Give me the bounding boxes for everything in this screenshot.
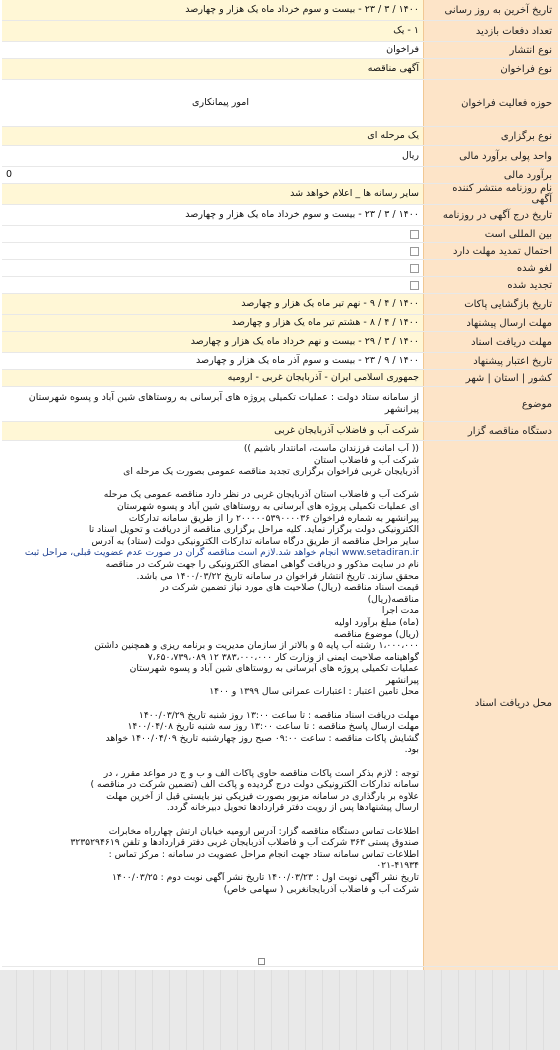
doc-line: (ریال) موضوع مناقصه [334,628,419,640]
doc-line: اطلاعات تماس سامانه ستاد جهت انجام مراحل عضویت در سامانه : مرکز تماس : [108,848,419,860]
doc-line: علاوه بر بارگذاری در سامانه مزبور بصورت فیزیکی نیز بایستی قبل از آخرین مهلت [106,790,419,802]
row-call-type [2,59,558,80]
doc-line: ارسال پیشنهادها پس از رویت دفتر قراردادها تحویل دبیرخانه گردد. [166,802,419,814]
doc-line: قیمت اسناد مناقصه (ریال) صلاحیت های مورد نیاز تضمین شرکت در [160,582,419,594]
doc-line [6,756,419,768]
value [2,167,423,183]
doc-line: سایر مراحل مناقصه از طریق درگاه سامانه تدارکات الکترونیکی دولت (ستاد) به آدرس [91,535,419,547]
small-square-icon [258,958,265,965]
value: ۱۴۰۰ / ۳ / ۲۹ - بیست و نهم خرداد ماه یک هزار و چهارصد [2,332,423,352]
label: بین المللی است [423,226,558,242]
label: نوع برگزاری [423,127,558,145]
value: فراخوان [386,44,419,55]
row-organizer [2,422,558,441]
value [2,226,423,242]
details-table [2,0,558,1021]
row-newspaper [2,184,558,205]
label: مهلت دریافت اسناد [423,332,558,352]
value: شرکت آب و فاضلاب آذربایجان غربی [2,422,423,440]
doc-line [6,698,419,710]
doc-line: مدت اجرا [381,605,419,617]
doc-line: (ماه) مبلغ برآورد اولیه [334,616,419,628]
doc-line [6,814,419,826]
label: نوع انتشار [423,42,558,58]
value: ۱۴۰۰ / ۳ / ۲۳ - بیست و سوم خرداد ماه یک هزار و چهارصد [2,0,423,20]
activity-text: امور پیمانکاری [192,97,249,108]
extension-checkbox [410,247,419,256]
label: موضوع [423,387,558,421]
value: سایر رسانه ها _ اعلام خواهد شد [2,184,423,204]
label: مهلت ارسال پیشنهاد [423,315,558,331]
value: آگهی مناقصه [2,59,423,79]
value [2,80,423,126]
label: واحد پولی برآورد مالی [423,146,558,166]
value: ۱۴۰۰ / ۳ / ۲۳ - بیست و سوم خرداد ماه یک هزار و چهارصد [185,209,419,220]
row-validity [2,353,558,370]
row-visits [2,21,558,42]
doc-line: سامانه تدارکات الکترونیکی دولت درج گردیده و پاکت الف (تضمین شرکت در مناقصه ) [90,779,419,791]
doc-line: گواهینامه صلاحیت ایمنی از وزارت کار ۳۸۳،۰۰۰،۰۰۰ ۱۲ ۷،۶۵۰،۷۳۹،۰۸۹ [147,651,419,663]
row-opening-date [2,294,558,315]
doc-line: مهلت ارسال پاسخ مناقصه : تا ساعت ۱۳:۰۰ روز سه شنبه تاریخ ۱۴۰۰/۰۴/۰۸ [127,721,419,733]
doc-line: پیرانشهر [385,674,419,686]
estimate-text: 0 [6,169,13,180]
row-cancelled [2,260,558,277]
page-footer-background [0,970,560,1050]
label: کشور | استان | شهر [423,370,558,386]
value: از سامانه ستاد دولت : عملیات تکمیلی پروژه های آبرسانی به روستاهای شین آباد و پسوه شهرستان پیرانشهر [28,392,419,415]
doc-line: مناقصه(ریال) [367,593,419,605]
label: لغو شده [423,260,558,276]
row-doc-receive [2,441,558,967]
value [2,260,423,276]
doc-line: ۰۲۱-۴۱۹۳۴ [376,860,419,872]
doc-line: شرکت آب و فاضلاب آذربایجانغربی ( سهامی خاص) [223,883,419,895]
cancelled-checkbox [410,264,419,273]
label: تاریخ آخرین به روز رسانی [423,0,558,20]
row-extension [2,243,558,260]
doc-line: اطلاعات تماس دستگاه مناقصه گزار: آدرس ارومیه خیابان ارتش چهارراه مخابرات [108,825,419,837]
label: نام روزنامه منتشر کننده آگهی [423,184,558,204]
value: یک مرحله ای [2,127,423,145]
value [2,277,423,293]
doc-receive-text [2,441,423,897]
row-estimate [2,167,558,184]
doc-line: پیرانشهر به شماره فراخوان ۲۰۰۰۰۰۵۳۹۰۰۰۰۳۶ را از طریق سامانه تدارکات [128,512,419,524]
doc-line: توجه : لازم بذکر است پاکات مناقصه حاوی پاکات الف و ب و ج در مواعد مقرر ، در [103,767,419,779]
label: تعداد دفعات بازدید [423,21,558,41]
doc-line: ای عملیات تکمیلی پروژه های آبرسانی به روستاهای شین آباد و پسوه شهرستان [117,500,419,512]
doc-line: تاریخ نشر آگهی نوبت اول : ۱۴۰۰/۰۳/۲۳ تاریخ نشر آگهی نوبت دوم : ۱۴۰۰/۰۳/۲۵ [112,871,419,883]
row-location [2,370,558,387]
label: حوزه فعالیت فراخوان [423,80,558,126]
doc-line: نام در سایت مذکور و دریافت گواهی امضای الکترونیکی را جهت شرکت در مناقصه [105,558,419,570]
value: ۱۴۰۰ / ۴ / ۹ - نهم تیر ماه یک هزار و چهارصد [2,294,423,314]
label: دستگاه مناقصه گزار [423,422,558,440]
doc-line: شرکت آب و فاضلاب استان [313,454,419,466]
row-last-update [2,0,558,21]
row-currency [2,146,558,167]
value: ۱۴۰۰ / ۴ / ۸ - هشتم تیر ماه یک هزار و چهارصد [2,315,423,331]
doc-line: (( آب امانت فرزندان ماست، امانتدار باشیم )) [243,443,419,454]
renewed-checkbox [410,281,419,290]
value: ریال [401,150,419,161]
label: تاریخ درج آگهی در روزنامه [423,205,558,225]
doc-line: آذربایجان غربی فراخوان برگزاری تجدید مناقصه عمومی بصورت یک مرحله ای [123,466,419,478]
row-doc-deadline [2,332,558,353]
doc-line: ۱،۰۰۰،۰۰۰ رشته آب پایه ۵ و بالاتر از سازمان مدیریت و برنامه ریزی و همچنین داشتن [94,640,419,652]
label: برآورد مالی [423,167,558,183]
row-newspaper-date [2,205,558,226]
international-checkbox [410,230,419,239]
value [2,243,423,259]
doc-line: محل تامین اعتبار : اعتبارات عمرانی سال ۱۳۹۹ و ۱۴۰۰ [209,686,419,698]
doc-line: مهلت دریافت اسناد مناقصه : تا ساعت ۱۳:۰۰ روز شنبه تاریخ ۱۴۰۰/۰۳/۲۹ [138,709,419,721]
label: نوع فراخوان [423,59,558,79]
value: ۱ - یک [2,21,423,41]
doc-line: گشایش پاکات مناقصه : ساعت ۰۹:۰۰ صبح روز چهارشنبه تاریخ ۱۴۰۰/۰۴/۰۹ خواهد [105,732,419,744]
label: تاریخ اعتبار پیشنهاد [423,353,558,369]
row-renewed [2,277,558,294]
row-publish-type [2,42,558,59]
doc-line: محقق سازند. تاریخ انتشار فراخوان در سامانه تاریخ ۱۴۰۰/۰۳/۲۲ می باشد. [136,570,419,582]
row-international [2,226,558,243]
doc-line [6,478,419,490]
row-subject [2,387,558,422]
doc-line: الکترونیکی دولت برگزار نماید. کلیه مراحل برگزاری مناقصه از دریافت و تحویل اسناد تا [88,524,419,536]
doc-line: شرکت آب و فاضلاب استان آذربایجان غربی در نظر دارد مناقصه عمومی یک مرحله [103,489,419,501]
row-holding-type [2,127,558,146]
label: تجدید شده [423,277,558,293]
doc-line: عملیات تکمیلی پروژه های آبرسانی به روستاهای شین آباد و پسوه شهرستان [129,663,419,675]
doc-line: www.setadiran.ir انجام خواهد شد.لازم است مناقصه گران در صورت عدم عضویت قبلی، مراحل ثبت [24,547,419,559]
label: تاریخ بازگشایی پاکات [423,294,558,314]
doc-line: بود. [404,744,419,756]
label: احتمال تمدید مهلت دارد [423,243,558,259]
row-activity [2,80,558,127]
value: جمهوری اسلامی ایران - آذربایجان غربی - ارومیه [2,370,423,386]
doc-line: صندوق پستی ۳۶۳ شرکت آب و فاضلاب آذربایجان غربی دفتر قراردادها و تلفن ۳۲۳۵۲۹۴۶۱۹ [70,837,419,849]
label: محل دریافت اسناد [423,441,558,966]
row-send-deadline [2,315,558,332]
value: ۱۴۰۰ / ۹ / ۲۳ - بیست و سوم آذر ماه یک هزار و چهارصد [196,355,419,366]
